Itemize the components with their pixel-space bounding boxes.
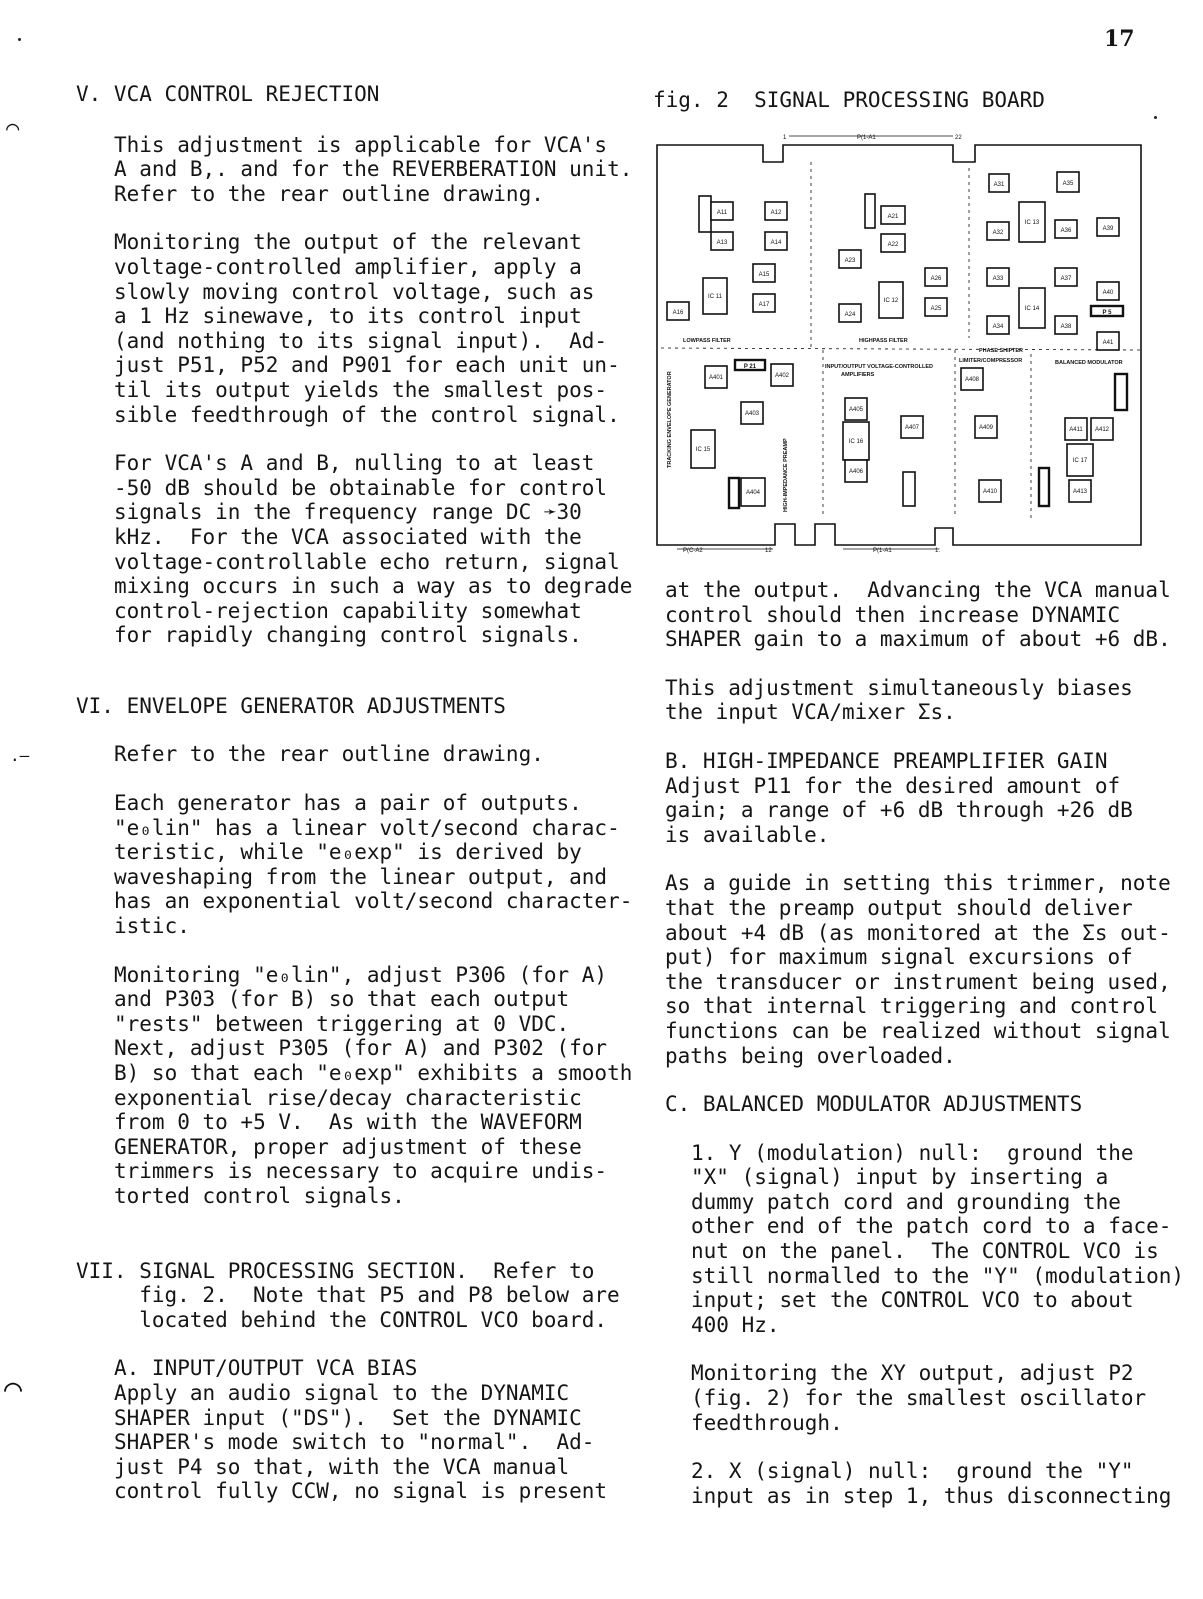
- right-para-3: As a guide in setting this trimmer, note that the preamp output should deliver about +4 dB (as monitored at the Σs out- put) for maximum signal excursions of the transducer or instrument being used, so that internal triggering and control functions can be realized without signal paths being overloaded.: [665, 871, 1171, 1068]
- label-a13: A13: [716, 240, 728, 246]
- label-phase-shifter: PHASE SHIFTER: [979, 348, 1024, 354]
- section-v-para-3: For VCA's A and B, nulling to at least -50 dB should be obtainable for control signals in the frequency range DC ➛30 kHz. For the VCA associated with the voltage-controllable echo return, signal mixing occurs in such a way as to degrade control-rejection capability somewhat for rapidly changing control signals.: [114, 451, 633, 648]
- label-a37: A37: [1060, 276, 1072, 282]
- margin-mark: ⌒: [6, 116, 20, 141]
- label-connector-top-pin-1: 1: [783, 135, 787, 141]
- label-io-vca: INPUT/OUTPUT VOLTAGE-CONTROLLED: [825, 364, 933, 370]
- label-a35: A35: [1062, 181, 1074, 187]
- margin-mark: ⌒: [4, 1371, 23, 1406]
- label-a41: A41: [1102, 340, 1114, 346]
- label-connector-bottom-mid: P(1-A1: [873, 548, 892, 554]
- section-vi-para-2: Each generator has a pair of outputs. "e₀lin" has a linear volt/second charac- teristic, while "e₀exp" is derived by waveshaping from the linear output, and has an exponential volt/second character- istic.: [114, 791, 633, 939]
- label-connector-top: P(1-A1: [857, 135, 876, 141]
- label-connector-bottom-left: P(C-A2: [683, 548, 703, 554]
- label-a413: A413: [1072, 489, 1088, 495]
- label-a409: A409: [978, 425, 994, 431]
- margin-mark: .–: [10, 746, 30, 765]
- label-a11: A11: [716, 210, 728, 216]
- trim-pot: [729, 478, 739, 508]
- section-c-step-2: 2. X (signal) null: ground the "Y" input as in step 1, thus disconnecting: [691, 1459, 1172, 1508]
- label-ic14: IC 14: [1024, 306, 1040, 312]
- signal-processing-board-figure: [653, 128, 1145, 558]
- page-number: 17: [1104, 26, 1135, 52]
- label-a407: A407: [904, 425, 920, 431]
- label-a406: A406: [848, 469, 864, 475]
- label-io-vca-2: AMPLIFIERS: [841, 372, 875, 378]
- trim-pot: [1115, 374, 1127, 410]
- figure-caption: fig. 2 SIGNAL PROCESSING BOARD: [653, 88, 1045, 112]
- label-a402: A402: [774, 373, 790, 379]
- label-a25: A25: [930, 306, 942, 312]
- label-ic15: IC 15: [695, 447, 711, 453]
- right-para-1: at the output. Advancing the VCA manual control should then increase DYNAMIC SHAPER gain to a maximum of about +6 dB.: [665, 578, 1171, 652]
- section-v-title: V. VCA CONTROL REJECTION: [76, 82, 380, 106]
- label-a16: A16: [672, 310, 684, 316]
- section-b-title: B. HIGH-IMPEDANCE PREAMPLIFIER GAIN: [665, 748, 1108, 773]
- section-b: B. HIGH-IMPEDANCE PREAMPLIFIER GAIN Adjust P11 for the desired amount of gain; a range of +6 dB through +26 dB is available.: [665, 749, 1180, 847]
- label-a404: A404: [745, 490, 761, 496]
- label-a26: A26: [930, 276, 942, 282]
- right-para-2: This adjustment simultaneously biases the input VCA/mixer Σs.: [665, 675, 1133, 725]
- label-a21: A21: [887, 214, 899, 220]
- trim-pot: [699, 196, 711, 232]
- label-p21: P 21: [743, 364, 757, 370]
- label-balanced-modulator: BALANCED MODULATOR: [1055, 360, 1123, 366]
- section-vi-para-3: Monitoring "e₀lin", adjust P306 (for A) and P303 (for B) so that each output "rests" between triggering at 0 VDC. Next, adjust P305 (for A) and P302 (for B) so that each "e₀exp" exhibits a smooth exponential rise/decay characteristic from 0 to +5 V. As with the WAVEFORM GENERATOR, proper adjustment of these trimmers is necessary to acquire undis- torted control signals.: [114, 962, 633, 1208]
- section-vi-para-1: Refer to the rear outline drawing.: [114, 742, 544, 767]
- section-v-para-2: Monitoring the output of the relevant voltage-controlled amplifier, apply a slowly moving control voltage, such as a 1 Hz sinewave, to its control input (and nothing to its signal input). Ad- just P51, P52 and P901 for each unit un- til its output yields the smallest pos- sible feedthrough of the control signal.: [114, 230, 620, 427]
- label-a411: A411: [1069, 427, 1083, 433]
- label-a412: A412: [1094, 427, 1110, 433]
- label-highpass-filter: HIGHPASS FILTER: [859, 338, 908, 344]
- section-c-step-1: 1. Y (modulation) null: ground the "X" (signal) input by inserting a dummy patch cord and grounding the other end of the patch cord to a face- nut on the panel. The CONTROL VCO is still normalled to the "Y" (modulation) input; set the CONTROL VCO to about 400 Hz.: [691, 1140, 1185, 1337]
- label-a23: A23: [844, 258, 856, 264]
- label-a12: A12: [770, 210, 782, 216]
- label-connector-bottom-left-pin: 12: [765, 548, 772, 554]
- label-ic17: IC 17: [1072, 458, 1088, 464]
- label-a31: A31: [993, 182, 1005, 188]
- label-tracking-envelope: TRACKING ENVELOPE GENERATOR: [667, 371, 673, 468]
- label-a22: A22: [887, 242, 899, 248]
- label-a410: A410: [982, 489, 998, 495]
- label-preamp: HIGH-IMPEDANCE PREAMP: [783, 438, 789, 512]
- figure-caption-wrap: [653, 88, 1168, 113]
- section-vii-title: VII. SIGNAL PROCESSING SECTION. Refer to fig. 2. Note that P5 and P8 below are located behind the CONTROL VCO board.: [76, 1258, 620, 1332]
- margin-dot: [1154, 116, 1157, 119]
- label-a36: A36: [1060, 228, 1072, 234]
- label-a401: A401: [708, 375, 724, 381]
- section-vi-title: VI. ENVELOPE GENERATOR ADJUSTMENTS: [76, 693, 506, 718]
- label-a408: A408: [964, 377, 980, 383]
- label-ic13: IC 13: [1024, 220, 1040, 226]
- label-a17: A17: [758, 302, 770, 308]
- label-a14: A14: [770, 240, 782, 246]
- label-a38: A38: [1060, 324, 1072, 330]
- label-a33: A33: [992, 276, 1004, 282]
- label-connector-bottom-mid-pin: 1:: [935, 548, 941, 554]
- label-a15: A15: [758, 272, 770, 278]
- trim-pot: [865, 194, 875, 228]
- label-a405: A405: [848, 407, 864, 413]
- section-c-title: C. BALANCED MODULATOR ADJUSTMENTS: [665, 1092, 1083, 1117]
- label-a39: A39: [1102, 226, 1114, 232]
- label-a34: A34: [992, 324, 1004, 330]
- label-connector-top-pin-22: 22: [955, 135, 962, 141]
- section-a: A. INPUT/OUTPUT VCA BIAS Apply an audio signal to the DYNAMIC SHAPER input ("DS"). Set the DYNAMIC SHAPER's mode switch to "normal". Ad- just P4 so that, with the VCA manual control fully CCW, no signal is present: [114, 1356, 636, 1504]
- label-a24: A24: [844, 312, 856, 318]
- left-column: [76, 82, 636, 1504]
- section-c-para: Monitoring the XY output, adjust P2 (fig. 2) for the smallest oscillator feedthrough.: [691, 1361, 1147, 1435]
- label-a40: A40: [1102, 290, 1114, 296]
- trim-pot: [903, 472, 915, 506]
- section-v-para-1: This adjustment is applicable for VCA's A and B,. and for the REVERBERATION unit. Refer to the rear outline drawing.: [114, 132, 633, 206]
- section-a-title: A. INPUT/OUTPUT VCA BIAS: [114, 1356, 418, 1381]
- label-lowpass-filter: LOWPASS FILTER: [683, 338, 731, 344]
- label-ic12: IC 12: [883, 298, 899, 304]
- label-limiter: LIMITER/COMPRESSOR: [959, 358, 1023, 364]
- label-ic11: IC 11: [708, 294, 722, 300]
- label-a32: A32: [992, 230, 1004, 236]
- label-a403: A403: [744, 411, 760, 417]
- label-ic16: IC 16: [848, 439, 864, 445]
- label-p5: P 5: [1102, 310, 1112, 316]
- margin-dot: [18, 38, 21, 41]
- right-column: [665, 578, 1185, 1508]
- trim-pot: [1039, 468, 1049, 506]
